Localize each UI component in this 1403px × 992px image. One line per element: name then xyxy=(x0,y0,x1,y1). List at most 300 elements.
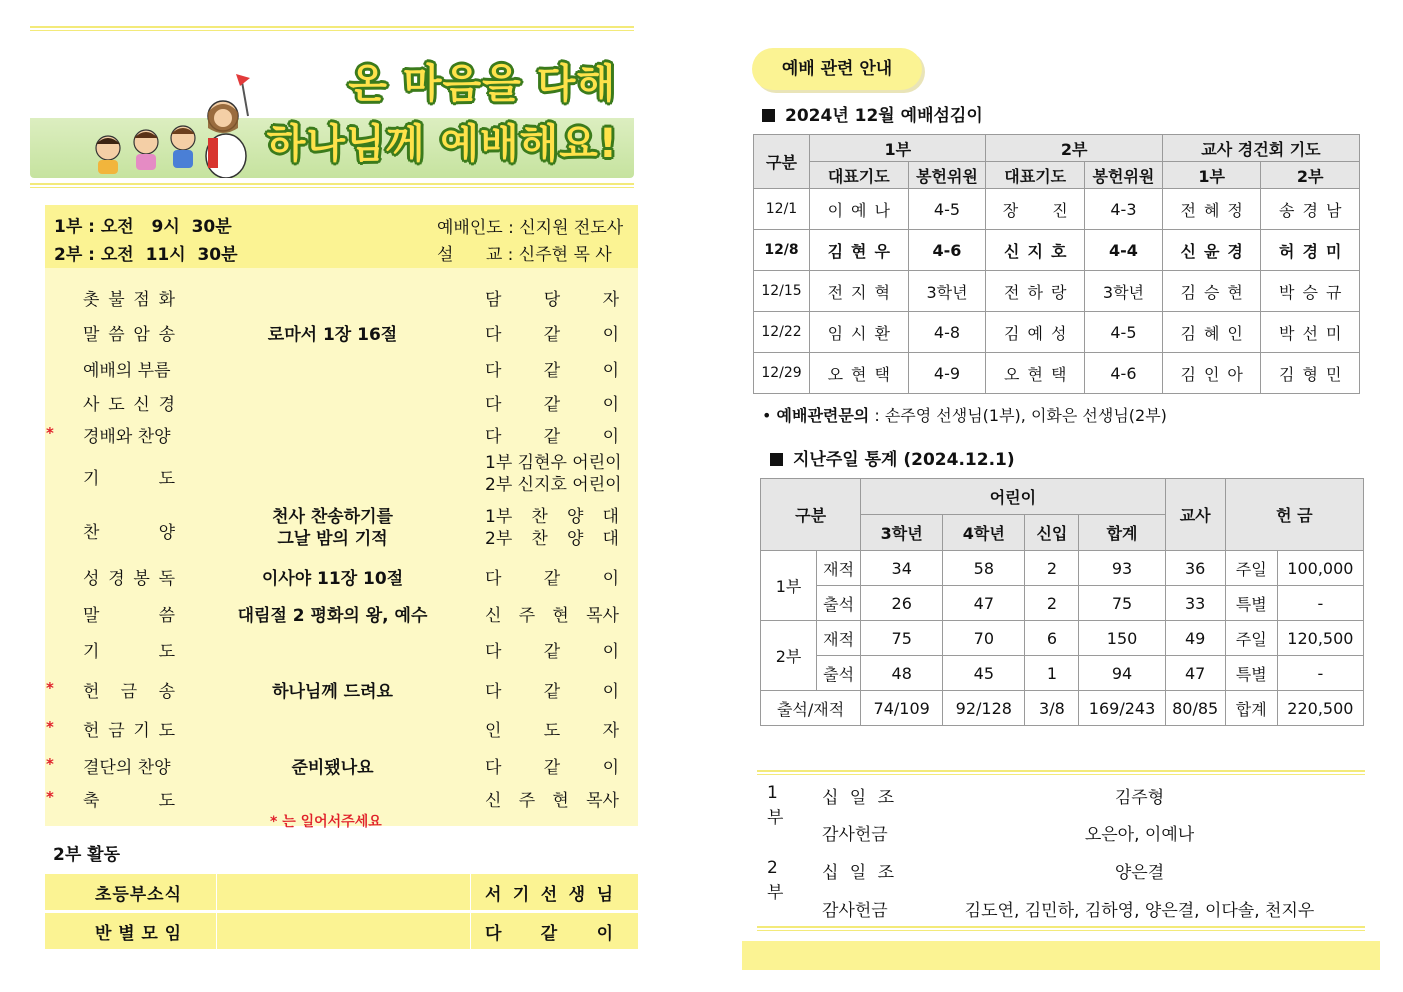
stats-value: 94 xyxy=(1079,656,1165,691)
stats-children-header: 어린이 xyxy=(861,479,1165,515)
stats-kind: 재적 xyxy=(817,551,861,586)
order-label xyxy=(83,677,175,702)
server-cell: 3학년 xyxy=(1084,271,1162,312)
offering-category xyxy=(822,858,894,883)
children-following-jesus-illustration xyxy=(58,68,278,178)
order-label xyxy=(83,518,175,543)
server-cell: 임시환 xyxy=(810,312,909,353)
stats-value: 47 xyxy=(943,586,1025,621)
stats-header-row xyxy=(761,479,1364,515)
char: 조 xyxy=(877,788,894,808)
activity-name xyxy=(95,880,181,905)
divider xyxy=(216,913,217,949)
offering-top-divider xyxy=(757,770,1365,772)
char: 금 xyxy=(120,682,138,702)
stats-value: 26 xyxy=(861,586,943,621)
char: 신 xyxy=(133,395,150,415)
header-group: 2부 xyxy=(986,135,1162,162)
worship-info-pill: 예배 관련 안내 xyxy=(752,48,922,90)
order-person xyxy=(485,422,619,447)
char: 봉 xyxy=(133,569,150,589)
order-content-line: 천사 찬송하기를 xyxy=(272,507,393,527)
activity-name xyxy=(95,919,181,944)
order-person xyxy=(485,716,619,741)
char: 현 xyxy=(552,606,569,626)
char: 이 xyxy=(602,427,619,447)
char: 담 xyxy=(485,290,502,310)
stats-value: 1 xyxy=(1025,656,1079,691)
service-date: 12/22 xyxy=(754,312,810,353)
offering-category: 감사헌금 xyxy=(822,825,888,845)
stats-value: 2 xyxy=(1025,586,1079,621)
char: 같 xyxy=(543,361,561,381)
char: 2부 xyxy=(485,529,513,549)
stats-group: 2부 xyxy=(761,621,817,691)
order-person-line: 2부 신지호 어린이 xyxy=(485,475,622,495)
stats-offering-header: 헌 금 xyxy=(1225,479,1363,551)
char: 초 xyxy=(95,885,112,905)
subheader: 1부 xyxy=(1162,162,1261,189)
char: 주 xyxy=(518,791,536,811)
section-servers-text: 2024년 12월 예배섬김이 xyxy=(785,106,983,126)
title-banner xyxy=(30,38,634,178)
standing-note: * 는 일어서주세요 xyxy=(270,814,382,830)
char: 이 xyxy=(596,924,613,944)
stats-subheader: 합계 xyxy=(1079,515,1165,551)
char: 성 xyxy=(83,569,100,589)
char: 헌 xyxy=(83,721,100,741)
standing-star: * xyxy=(46,755,54,773)
header-group: 1부 xyxy=(810,135,986,162)
server-cell: 김승현 xyxy=(1162,271,1261,312)
offering-category xyxy=(822,783,894,808)
stats-subheader: 신입 xyxy=(1025,515,1079,551)
order-person xyxy=(485,390,619,415)
server-cell: 4-6 xyxy=(1084,353,1162,394)
activity-row xyxy=(45,913,638,949)
order-label: 경배와 찬양 xyxy=(83,427,171,447)
char: 1부 xyxy=(485,507,513,527)
char: 찬 xyxy=(83,523,100,543)
char: 생 xyxy=(568,885,586,905)
servers-row xyxy=(754,189,1360,230)
char: 금 xyxy=(108,721,125,741)
order-person xyxy=(485,786,619,811)
offering-service: 2부 xyxy=(767,858,784,903)
server-cell: 4-4 xyxy=(1084,230,1162,271)
stats-value: 47 xyxy=(1165,656,1225,691)
char: 같 xyxy=(543,758,561,778)
char: 씀 xyxy=(158,606,175,626)
order-content: 하나님께 드려요 xyxy=(272,682,393,702)
servers-row xyxy=(754,271,1360,312)
order-content-line: 그날 밤의 기적 xyxy=(277,529,388,549)
char: 기 xyxy=(83,642,100,662)
stats-total-row xyxy=(761,691,1364,726)
char: 신 xyxy=(485,606,502,626)
char: 찬 xyxy=(531,529,548,549)
section-stats-title xyxy=(770,445,1015,470)
stats-total-value: 74/109 xyxy=(861,691,943,726)
stats-value: 2 xyxy=(1025,551,1079,586)
servers-row xyxy=(754,353,1360,394)
char: 십 xyxy=(822,863,839,883)
stats-value: 93 xyxy=(1079,551,1165,586)
attendance-stats-table xyxy=(760,478,1364,726)
char: 님 xyxy=(596,885,613,905)
offering-category: 감사헌금 xyxy=(822,901,888,921)
inquiry-label: 예배관련문의 xyxy=(776,406,870,425)
stats-value: 48 xyxy=(861,656,943,691)
server-cell: 김예성 xyxy=(986,312,1085,353)
servers-row xyxy=(754,312,1360,353)
char: 불 xyxy=(108,290,125,310)
char: 같 xyxy=(543,427,561,447)
header-category: 구분 xyxy=(754,135,810,189)
stats-total-value: 92/128 xyxy=(943,691,1025,726)
stats-value: 49 xyxy=(1165,621,1225,656)
char: 기 xyxy=(133,721,150,741)
char: 사 xyxy=(83,395,100,415)
first-service-time: 1부 : 오전 9시 30분 xyxy=(54,217,232,237)
order-person xyxy=(485,601,619,626)
stats-teacher-header: 교사 xyxy=(1165,479,1225,551)
char: 도 xyxy=(158,642,175,662)
char: 도 xyxy=(543,721,561,741)
char: 양 xyxy=(158,523,175,543)
char: 목사 xyxy=(586,791,619,811)
char: 다 xyxy=(485,682,502,702)
order-label xyxy=(83,390,175,415)
char: 같 xyxy=(543,395,561,415)
offering-names: 김주형 xyxy=(1114,788,1165,808)
char: 주 xyxy=(518,606,536,626)
service-date: 12/8 xyxy=(754,230,810,271)
servers-table xyxy=(753,134,1360,394)
order-label xyxy=(83,564,175,589)
char: 같 xyxy=(540,924,558,944)
servers-subheader-row xyxy=(754,162,1360,189)
char: 대 xyxy=(602,529,619,549)
char: 부 xyxy=(129,885,147,905)
order-person xyxy=(485,320,619,345)
char: 이 xyxy=(602,642,619,662)
char: 조 xyxy=(877,863,894,883)
square-bullet-icon xyxy=(770,453,783,466)
subheader: 봉헌위원 xyxy=(908,162,986,189)
char: 점 xyxy=(133,290,150,310)
offering-amount: 100,000 xyxy=(1277,551,1363,586)
char: 모 xyxy=(141,924,158,944)
banner-title-line1: 온 마음을 다해 xyxy=(348,61,616,107)
server-cell: 4-5 xyxy=(1084,312,1162,353)
server-cell: 김현우 xyxy=(810,230,909,271)
offering-label: 합계 xyxy=(1225,691,1277,726)
order-label: 예배의 부름 xyxy=(83,361,171,381)
order-label xyxy=(83,601,175,626)
banner-bottom-divider xyxy=(30,183,634,185)
stats-total-value: 3/8 xyxy=(1025,691,1079,726)
char: 독 xyxy=(158,569,175,589)
char: 자 xyxy=(602,290,619,310)
server-cell: 송경남 xyxy=(1261,189,1360,230)
char: 이 xyxy=(602,361,619,381)
char: 반 xyxy=(95,924,112,944)
service-date: 12/29 xyxy=(754,353,810,394)
order-content xyxy=(215,506,450,550)
char: 도 xyxy=(158,791,175,811)
server-cell: 이예나 xyxy=(810,189,909,230)
offering-amount: - xyxy=(1277,586,1363,621)
stats-subheader: 4학년 xyxy=(943,515,1025,551)
char: 이 xyxy=(602,682,619,702)
activity-person xyxy=(485,919,613,944)
order-label xyxy=(83,637,175,662)
offering-amount: 220,500 xyxy=(1277,691,1363,726)
char: 다 xyxy=(485,427,502,447)
order-of-worship xyxy=(45,268,638,826)
char: 같 xyxy=(543,682,561,702)
stats-value: 6 xyxy=(1025,621,1079,656)
char: 일 xyxy=(849,788,867,808)
server-cell xyxy=(986,189,1085,230)
order-person-line xyxy=(485,506,619,528)
top-divider xyxy=(30,26,634,28)
char: 양 xyxy=(566,507,584,527)
order-content: 이사야 11장 10절 xyxy=(261,569,404,589)
stats-value: 33 xyxy=(1165,586,1225,621)
char: 도 xyxy=(158,469,175,489)
stats-category-header: 구분 xyxy=(761,479,861,551)
char: 등 xyxy=(112,885,129,905)
order-person-line: 1부 김현우 어린이 xyxy=(485,453,622,473)
char: 진 xyxy=(1052,200,1068,220)
char: 이 xyxy=(602,395,619,415)
servers-header-row xyxy=(754,135,1360,162)
server-cell: 4-6 xyxy=(908,230,986,271)
stats-row xyxy=(761,586,1364,621)
order-person xyxy=(485,356,619,381)
server-cell: 오현택 xyxy=(986,353,1085,394)
char: 대 xyxy=(602,507,619,527)
char: 다 xyxy=(485,325,502,345)
order-person xyxy=(485,677,619,702)
char: 헌 xyxy=(83,682,100,702)
char: 기 xyxy=(83,469,100,489)
stats-value: 150 xyxy=(1079,621,1165,656)
order-content: 로마서 1장 16절 xyxy=(267,325,398,345)
inquiry-text: : 손주영 선생님(1부), 이화은 선생님(2부) xyxy=(869,406,1167,425)
char: 임 xyxy=(164,924,181,944)
offering-names: 오은아, 이예나 xyxy=(1084,825,1195,845)
char: 다 xyxy=(485,758,502,778)
char: 도 xyxy=(158,721,175,741)
server-cell: 전하랑 xyxy=(986,271,1085,312)
server-cell: 허경미 xyxy=(1261,230,1360,271)
char: 축 xyxy=(83,791,100,811)
offering-bottom-divider xyxy=(757,926,1365,928)
char: 말 xyxy=(83,325,100,345)
order-label xyxy=(83,716,175,741)
order-label xyxy=(83,285,175,310)
stats-value: 75 xyxy=(1079,586,1165,621)
section-servers-title xyxy=(762,101,983,126)
char: 기 xyxy=(512,885,530,905)
stats-value: 58 xyxy=(943,551,1025,586)
second-service-time: 2부 : 오전 11시 30분 xyxy=(54,245,238,265)
order-person xyxy=(485,452,622,496)
offering-names: 양은결 xyxy=(1114,863,1165,883)
server-cell: 4-5 xyxy=(908,189,986,230)
char: 양 xyxy=(566,529,584,549)
char: 같 xyxy=(543,569,561,589)
standing-star: * xyxy=(46,424,54,442)
char: 당 xyxy=(543,290,561,310)
activity-person xyxy=(485,880,613,905)
char: 같 xyxy=(543,642,561,662)
server-cell: 김혜인 xyxy=(1162,312,1261,353)
service-time-box xyxy=(45,205,638,268)
order-content: 대림절 2 평화의 왕, 예수 xyxy=(237,606,428,626)
char: 송 xyxy=(158,325,175,345)
char: 경 xyxy=(108,569,125,589)
square-bullet-icon xyxy=(762,109,775,122)
char: 십 xyxy=(822,788,839,808)
subheader: 대표기도 xyxy=(810,162,909,189)
stats-value: 36 xyxy=(1165,551,1225,586)
stats-row xyxy=(761,656,1364,691)
char: 다 xyxy=(485,395,502,415)
subheader: 봉헌위원 xyxy=(1084,162,1162,189)
char: 자 xyxy=(602,721,619,741)
offering-names: 김도연, 김민하, 김하영, 양은결, 이다솔, 천지우 xyxy=(964,901,1315,921)
preacher: 설 교 : 신주현 목 사 xyxy=(437,245,612,265)
char: 화 xyxy=(158,290,175,310)
stats-kind: 재적 xyxy=(817,621,861,656)
char: 현 xyxy=(552,791,569,811)
stats-value: 45 xyxy=(943,656,1025,691)
order-label xyxy=(83,320,175,345)
char: 일 xyxy=(849,863,867,883)
stats-value: 70 xyxy=(943,621,1025,656)
server-cell: 김인아 xyxy=(1162,353,1261,394)
server-cell: 오현택 xyxy=(810,353,909,394)
server-cell: 전혜정 xyxy=(1162,189,1261,230)
char: 찬 xyxy=(531,507,548,527)
standing-star: * xyxy=(46,679,54,697)
order-label: 결단의 찬양 xyxy=(83,758,171,778)
char: 다 xyxy=(485,361,502,381)
servers-row xyxy=(754,230,1360,271)
server-cell: 4-9 xyxy=(908,353,986,394)
order-label xyxy=(83,464,175,489)
offering-label: 주일 xyxy=(1225,621,1277,656)
order-content: 준비됐나요 xyxy=(291,758,374,778)
char: 서 xyxy=(485,885,502,905)
standing-star: * xyxy=(46,788,54,806)
char: 말 xyxy=(83,606,100,626)
char: 선 xyxy=(540,885,558,905)
char: 송 xyxy=(158,682,175,702)
char: 씀 xyxy=(108,325,125,345)
header-group: 교사 경건회 기도 xyxy=(1162,135,1359,162)
stats-row xyxy=(761,551,1364,586)
divider xyxy=(216,874,217,910)
divider xyxy=(470,913,471,949)
char: 이 xyxy=(602,569,619,589)
server-cell: 박승규 xyxy=(1261,271,1360,312)
order-person xyxy=(485,285,619,310)
worship-inquiry: • 예배관련문의 : 손주영 선생님(1부), 이화은 선생님(2부) xyxy=(762,406,1167,425)
order-person-line xyxy=(485,528,619,550)
activities-title: 2부 활동 xyxy=(53,845,121,865)
char: 인 xyxy=(485,721,502,741)
server-cell: 신지호 xyxy=(986,230,1085,271)
server-cell: 4-3 xyxy=(1084,189,1162,230)
server-cell: 김형민 xyxy=(1261,353,1360,394)
char: 촛 xyxy=(83,290,100,310)
stats-group: 1부 xyxy=(761,551,817,621)
service-date: 12/15 xyxy=(754,271,810,312)
server-cell: 3학년 xyxy=(908,271,986,312)
order-label xyxy=(83,786,175,811)
offering-label: 특별 xyxy=(1225,656,1277,691)
char: 목사 xyxy=(586,606,619,626)
offering-amount: - xyxy=(1277,656,1363,691)
char: 같 xyxy=(543,325,561,345)
order-person xyxy=(485,564,619,589)
subheader: 대표기도 xyxy=(986,162,1085,189)
stats-kind: 출석 xyxy=(817,586,861,621)
server-cell: 박선미 xyxy=(1261,312,1360,353)
char: 다 xyxy=(485,642,502,662)
offering-service: 1부 xyxy=(767,783,784,828)
stats-value: 75 xyxy=(861,621,943,656)
stats-row xyxy=(761,621,1364,656)
divider xyxy=(470,874,471,910)
bottom-bar xyxy=(742,941,1380,970)
stats-kind: 출석 xyxy=(817,656,861,691)
server-cell: 전지혁 xyxy=(810,271,909,312)
activity-row xyxy=(45,874,638,910)
order-person xyxy=(485,637,619,662)
stats-total-label: 출석/재적 xyxy=(761,691,861,726)
standing-star: * xyxy=(46,718,54,736)
server-cell: 4-8 xyxy=(908,312,986,353)
char: 소 xyxy=(147,885,164,905)
offering-amount: 120,500 xyxy=(1277,621,1363,656)
offering-label: 주일 xyxy=(1225,551,1277,586)
stats-total-value: 169/243 xyxy=(1079,691,1165,726)
service-date: 12/1 xyxy=(754,189,810,230)
char: 식 xyxy=(164,885,181,905)
stats-total-value: 80/85 xyxy=(1165,691,1225,726)
char: 신 xyxy=(485,791,502,811)
char: 이 xyxy=(602,758,619,778)
offering-label: 특별 xyxy=(1225,586,1277,621)
char: 경 xyxy=(158,395,175,415)
order-person xyxy=(485,753,619,778)
section-stats-text: 지난주일 통계 (2024.12.1) xyxy=(793,450,1015,470)
stats-subheader: 3학년 xyxy=(861,515,943,551)
char: 도 xyxy=(108,395,125,415)
banner-title-line2: 하나님께 예배해요! xyxy=(266,121,618,167)
char: 다 xyxy=(485,569,502,589)
char: 이 xyxy=(602,325,619,345)
order-person xyxy=(485,506,619,550)
stats-value: 34 xyxy=(861,551,943,586)
worship-leader: 예배인도 : 신지원 전도사 xyxy=(437,218,624,238)
